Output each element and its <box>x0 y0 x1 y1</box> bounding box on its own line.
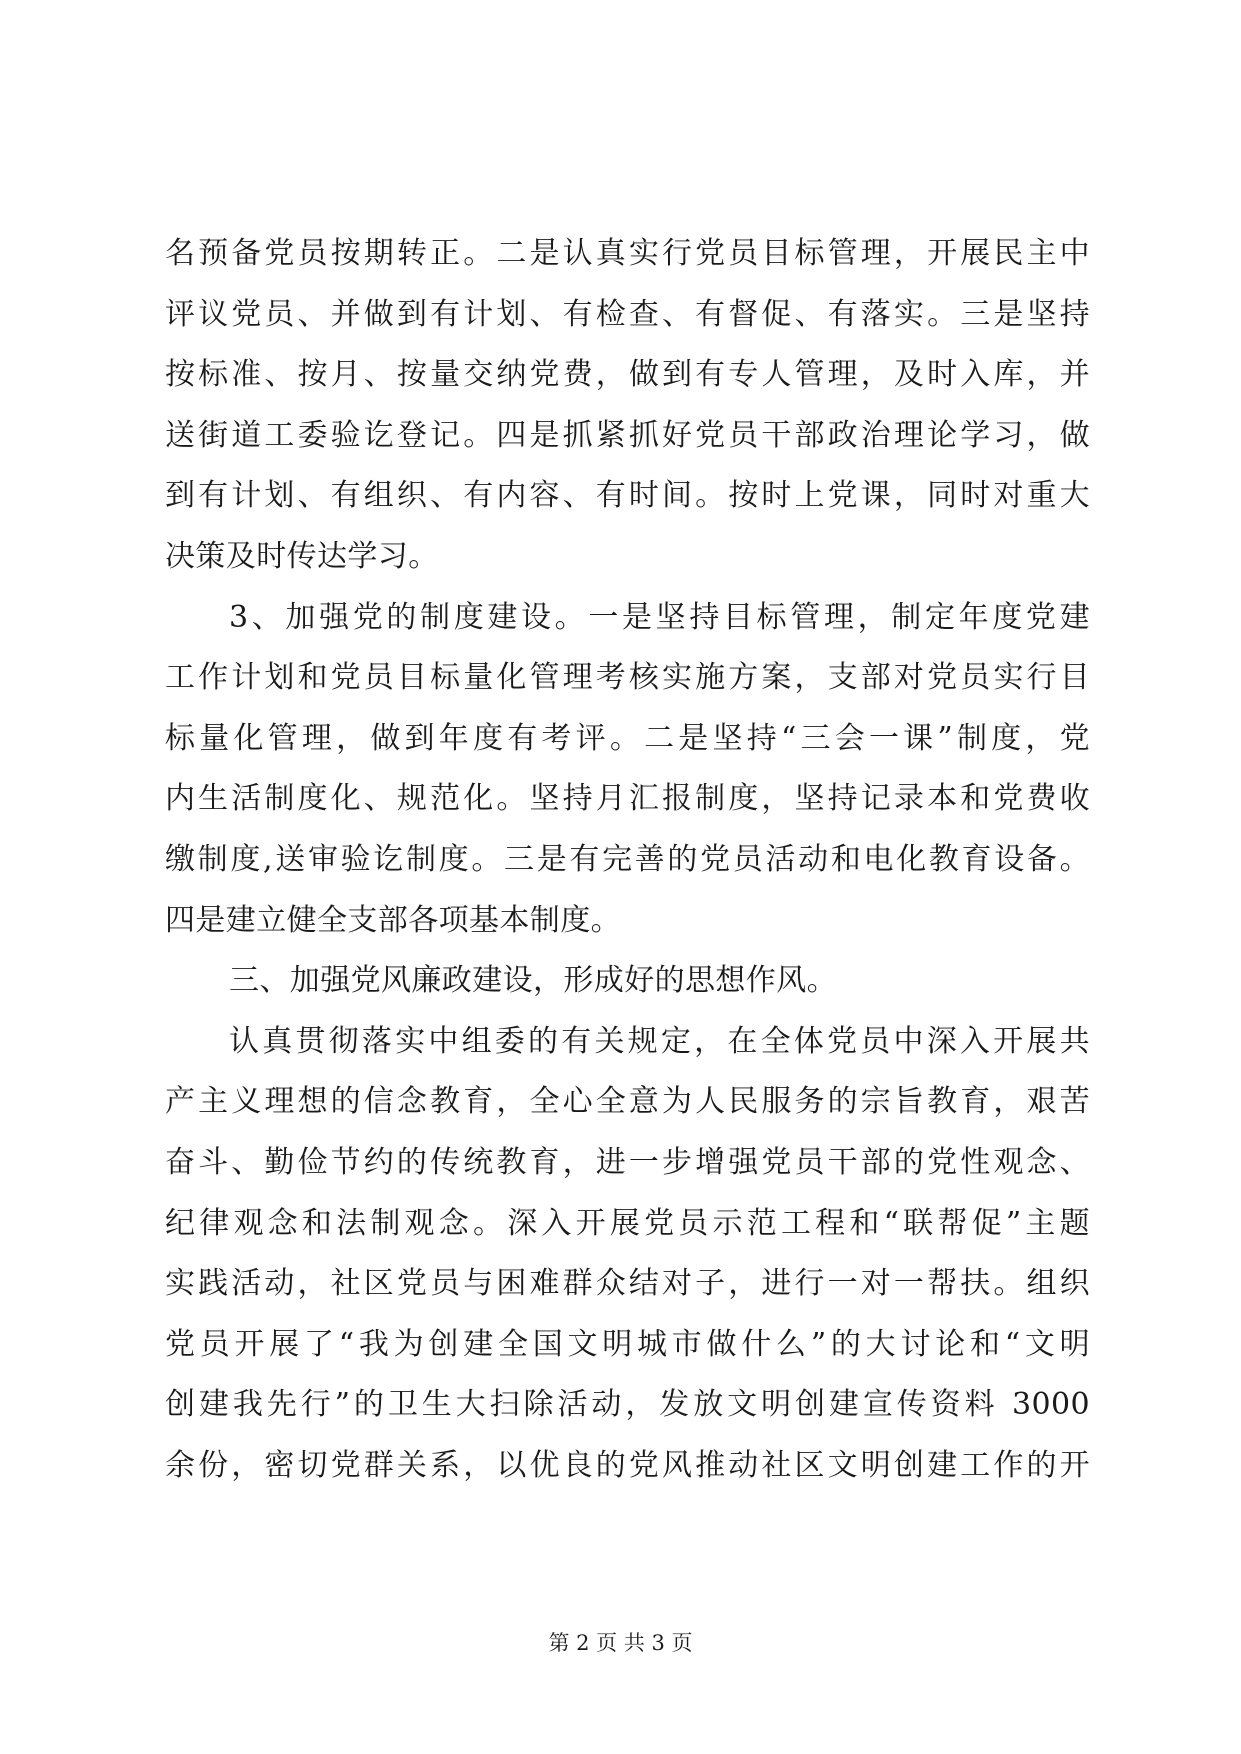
text-line: 四是建立健全支部各项基本制度。 <box>165 902 621 938</box>
text-line: 创建我先行”的卫生大扫除活动，发放文明创建宣传资料 3000 <box>165 1387 1090 1423</box>
text-line: 到有计划、有组织、有内容、有时间。按时上党课，同时对重大 <box>165 478 1090 514</box>
text-line: 送街道工委验讫登记。四是抓紧抓好党员干部政治理论学习，做 <box>165 417 1090 453</box>
text-line: 产主义理想的信念教育，全心全意为人民服务的宗旨教育，艰苦 <box>165 1084 1090 1120</box>
text-line: 纪律观念和法制观念。深入开展党员示范工程和“联帮促”主题 <box>165 1205 1090 1241</box>
text-line: 按标准、按月、按量交纳党费，做到有专人管理，及时入库，并 <box>165 357 1090 393</box>
paragraph-first-line: 三、加强党风廉政建设，形成好的思想作风。 <box>229 963 837 999</box>
text-line: 党员开展了“我为创建全国文明城市做什么”的大讨论和“文明 <box>165 1326 1090 1362</box>
paragraph-first-line: 3、加强党的制度建设。一是坚持目标管理，制定年度党建 <box>229 599 1090 635</box>
text-line: 奋斗、勤俭节约的传统教育，进一步增强党员干部的党性观念、 <box>165 1144 1090 1180</box>
text-line: 工作计划和党员目标量化管理考核实施方案，支部对党员实行目 <box>165 660 1090 696</box>
document-body <box>165 224 1090 1496</box>
text-line: 名预备党员按期转正。二是认真实行党员目标管理，开展民主中 <box>165 236 1090 271</box>
text-line: 内生活制度化、规范化。坚持月汇报制度，坚持记录本和党费收 <box>165 781 1090 817</box>
text-line: 决策及时传达学习。 <box>165 538 439 574</box>
paragraph-first-line: 认真贯彻落实中组委的有关规定，在全体党员中深入开展共 <box>229 1023 1090 1059</box>
text-line: 标量化管理，做到年度有考评。二是坚持“三会一课”制度，党 <box>165 720 1090 756</box>
text-line: 余份，密切党群关系，以优良的党风推动社区文明创建工作的开 <box>165 1447 1090 1483</box>
text-line: 缴制度,送审验讫制度。三是有完善的党员活动和电化教育设备。 <box>165 841 1090 877</box>
text-line: 评议党员、并做到有计划、有检查、有督促、有落实。三是坚持 <box>165 296 1090 332</box>
page-footer: 第 2 页 共 3 页 <box>548 1631 693 1655</box>
text-line: 实践活动，社区党员与困难群众结对子，进行一对一帮扶。组织 <box>165 1266 1090 1302</box>
